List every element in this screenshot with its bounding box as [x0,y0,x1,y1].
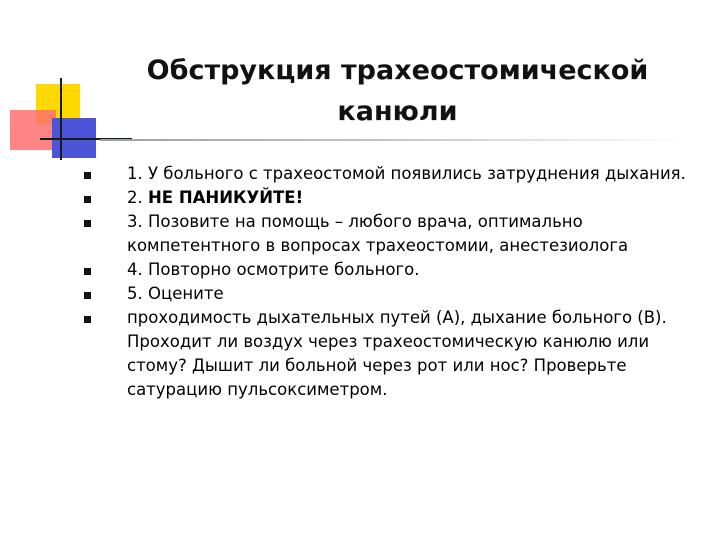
slide-title [110,50,685,132]
slide-title-line-1: Обструкция трахеостомической [146,55,649,86]
decor-vertical-line [60,78,62,160]
list-item-text: проходимость дыхательных путей (А), дыхание больного (В). Проходит ли воздух через трахеостомическую канюлю или стому? Дышит ли больной через рот или нос? Проверьте сатурацию пульсоксиметром. [127,308,667,399]
square-bullet-icon [84,292,91,299]
decor-red-square [10,110,56,150]
list-item-text: 1. У больного с трахеостомой появились затруднения дыхания. [127,164,686,183]
list-item [84,186,710,210]
square-bullet-icon [84,220,91,227]
square-bullet-icon [84,172,91,179]
list-item-text: 4. Повторно осмотрите больного. [127,260,420,279]
list-item-emphasis: НЕ ПАНИКУЙТЕ! [148,188,304,207]
square-bullet-icon [84,268,91,275]
list-item [84,282,710,306]
list-item [84,306,710,402]
square-bullet-icon [84,316,91,323]
list-item [84,162,710,186]
title-underline [100,139,690,141]
list-item-text: 5. Оцените [127,284,224,303]
bullet-list [84,162,710,402]
list-item [84,258,710,282]
list-item-number: 2. [127,188,148,207]
square-bullet-icon [84,196,91,203]
list-item [84,210,710,258]
slide-title-line-2: канюли [337,96,458,127]
list-item-text: 3. Позовите на помощь – любого врача, оптимально компетентного в вопросах трахеостомии, анестезиолога [127,212,629,255]
